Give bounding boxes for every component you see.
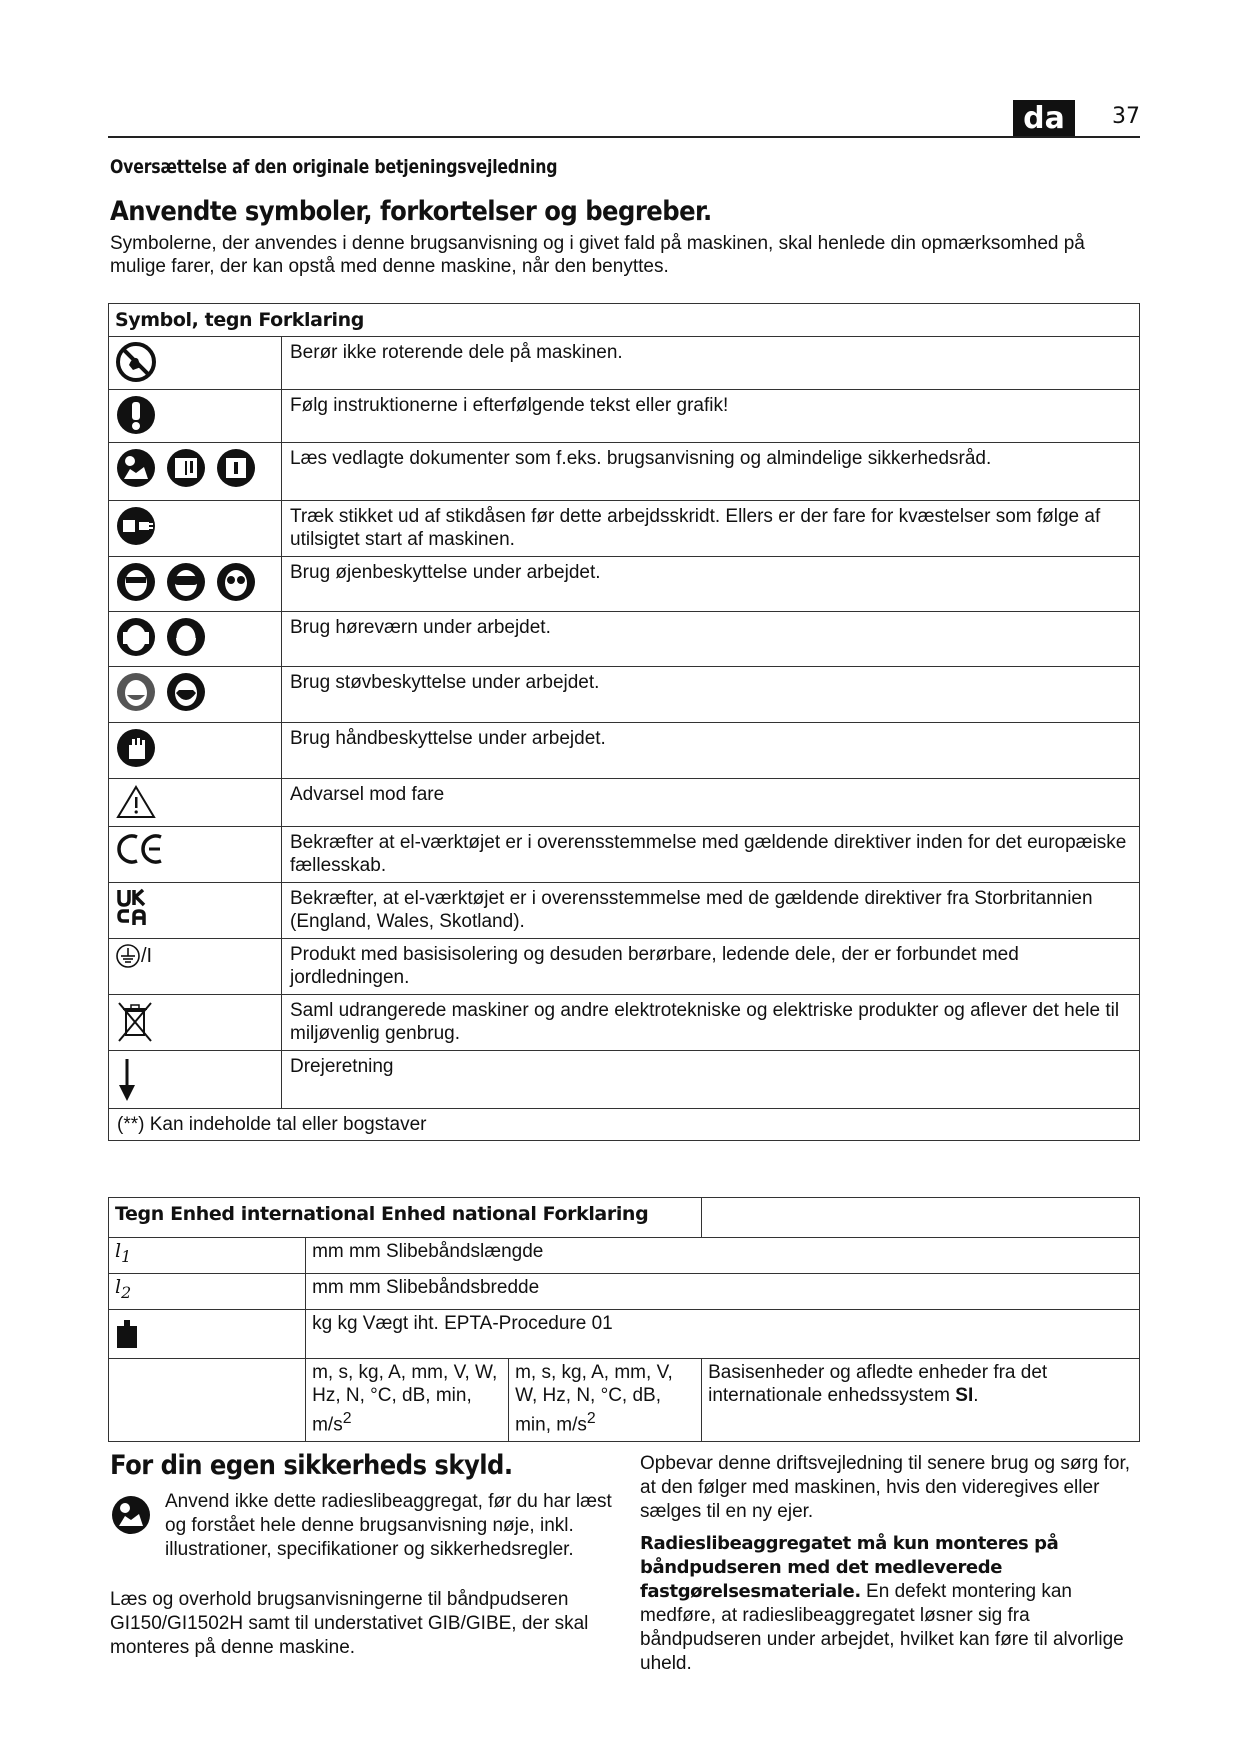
table-row [109,1274,1140,1310]
si-units-national: m, s, kg, A, mm, V, W, Hz, N, °C, dB, min, $m/s^2$ [515,1362,673,1436]
table-row [109,667,1140,723]
unit-sign-subscript: 1 [121,1246,132,1266]
safety-paragraph: Radieslibeaggregatet må kun monteres på båndpudseren med det medleverede fastgørelsesmateriale. En defekt montering kan medføre, at radieslibeaggregatet løsner sig fra båndpudseren under arbejdet, hvilket kan føre til alvorlige uheld. [640,1533,1124,1674]
safety-right-column [640,1452,1140,1676]
symbol-explanation: Læs vedlagte dokumenter som f.eks. brugsanvisning og almindelige sikkerhedsråd. [282,443,1140,501]
ear-protection-icon [115,616,157,658]
table-row [109,1359,1140,1442]
table-row [109,1238,1140,1274]
table-row [109,557,1140,612]
safety-paragraph: Læs og overhold brugsanvisningerne til båndpudseren GI150/GI1502H samt til understativet GIB/GIBE, der skal monteres på denne maskine. [110,1589,589,1658]
symbol-explanation: Drejeretning [282,1051,1140,1109]
table-row [109,827,1140,883]
si-explanation: Basisenheder og afledte enheder fra det internationale enhedssystem SI. [702,1359,1140,1442]
arrow-down-icon [115,1055,139,1103]
safety-paragraph: Anvend ikke dette radieslibeaggregat, før du har læst og forstået hele denne brugsanvisning nøje, inkl. illustrationer, specifikationer og sikkerhedsregler. [165,1491,612,1560]
protection-class-icon [115,943,141,969]
gloves-icon [115,727,157,769]
symbol-explanation: Følg instruktionerne i efterfølgende tekst eller grafik! [282,390,1140,443]
ukca-mark-icon [115,887,149,927]
table-row [109,939,1140,995]
safety-heading: For din egen sikkerheds skyld. [110,1450,513,1481]
si-units-international: m, s, kg, A, mm, V, W, Hz, N, °C, dB, min, $m/s^2$ [306,1359,509,1441]
ce-mark-icon [115,831,169,867]
unit-sign: l [115,1240,122,1262]
respirator-icon [165,671,207,713]
symbol-explanation: Bekræfter, at el-værktøjet er i overensstemmelse med de gældende direktiver fra Storbritannien (England, Wales, Skotland). [282,883,1140,939]
table-row [109,779,1140,827]
intro-paragraph: Symbolerne, der anvendes i denne brugsanvisning og i givet fald på maskinen, skal henlede din opmærksomhed på mulige farer, der kan opstå med denne maskine, når den benyttes. [110,233,1085,277]
unit-row-text: mm mm Slibebåndsbredde [306,1274,1140,1310]
symbol-explanation: Advarsel mod fare [282,779,1140,827]
document-icon [215,447,257,489]
unplug-icon [115,505,157,547]
unit-row-text: mm mm Slibebåndslængde [306,1238,1140,1274]
symbol-table-header: Symbol, tegn Forklaring [109,304,1140,337]
face-shield-icon [115,561,157,603]
weight-icon [115,1318,139,1350]
symbol-explanation: Brug håndbeskyttelse under arbejdet. [282,723,1140,779]
symbol-explanation: Træk stikket ud af stikdåsen før dette arbejdsskridt. Ellers er der fare for kvæstelser som følge af utilsigtet start af maskinen. [282,501,1140,557]
unit-row-text: kg kg Vægt iht. EPTA-Procedure 01 [306,1310,1140,1359]
symbol-explanation: Brug støvbeskyttelse under arbejdet. [282,667,1140,723]
header-rule [108,136,1140,138]
safety-paragraph: Opbevar denne driftsvejledning til senere brug og sørg for, at den følger med maskinen, hvis den videregives eller sælges til en ny ejer. [640,1453,1131,1522]
table-row [109,501,1140,557]
table-row [109,390,1140,443]
unit-sign-subscript: 2 [121,1282,132,1302]
table-row [109,883,1140,939]
table-row [109,612,1140,667]
table-row [109,1310,1140,1359]
units-table-header: Tegn Enhed international Enhed national Forklaring [109,1198,702,1238]
no-touch-rotating-icon [115,341,157,383]
protection-class-label: /I [141,944,153,967]
table-row [109,723,1140,779]
symbol-explanation: Brug øjenbeskyttelse under arbejdet. [282,557,1140,612]
units-table [108,1197,1140,1442]
table-row [109,337,1140,390]
goggles-icon [165,561,207,603]
warning-triangle-icon [115,783,157,821]
exclamation-icon [115,394,157,436]
dust-mask-icon [115,671,157,713]
symbol-explanation: Produkt med basisisolering og desuden berørbare, ledende dele, der er forbundet med jordledningen. [282,939,1140,995]
info-book-icon [165,447,207,489]
document-subtitle: Oversættelse af den originale betjeningsvejledning [110,156,558,178]
read-manual-icon [115,447,157,489]
safety-glasses-icon [215,561,257,603]
page-title: Anvendte symboler, forkortelser og begreber. [110,196,712,227]
table-row [109,995,1140,1051]
symbol-table [108,303,1140,1141]
weee-bin-icon [115,999,155,1045]
symbol-explanation: Bekræfter at el-værktøjet er i overensstemmelse med gældende direktiver inden for det europæiske fællesskab. [282,827,1140,883]
table-row [109,1051,1140,1109]
symbol-explanation: Berør ikke roterende dele på maskinen. [282,337,1140,390]
table-footnote: (**) Kan indeholde tal eller bogstaver [109,1109,1140,1141]
page-number: 37 [1112,104,1140,129]
ear-muffs-icon [165,616,207,658]
symbol-explanation: Saml udrangerede maskiner og andre elektrotekniske og elektriske produkter og aflever det hele til miljøvenlig genbrug. [282,995,1140,1051]
read-manual-icon [110,1494,152,1536]
symbol-explanation: Brug høreværn under arbejdet. [282,612,1140,667]
table-row [109,443,1140,501]
language-tag: da [1013,100,1075,138]
unit-sign: l [115,1276,122,1298]
